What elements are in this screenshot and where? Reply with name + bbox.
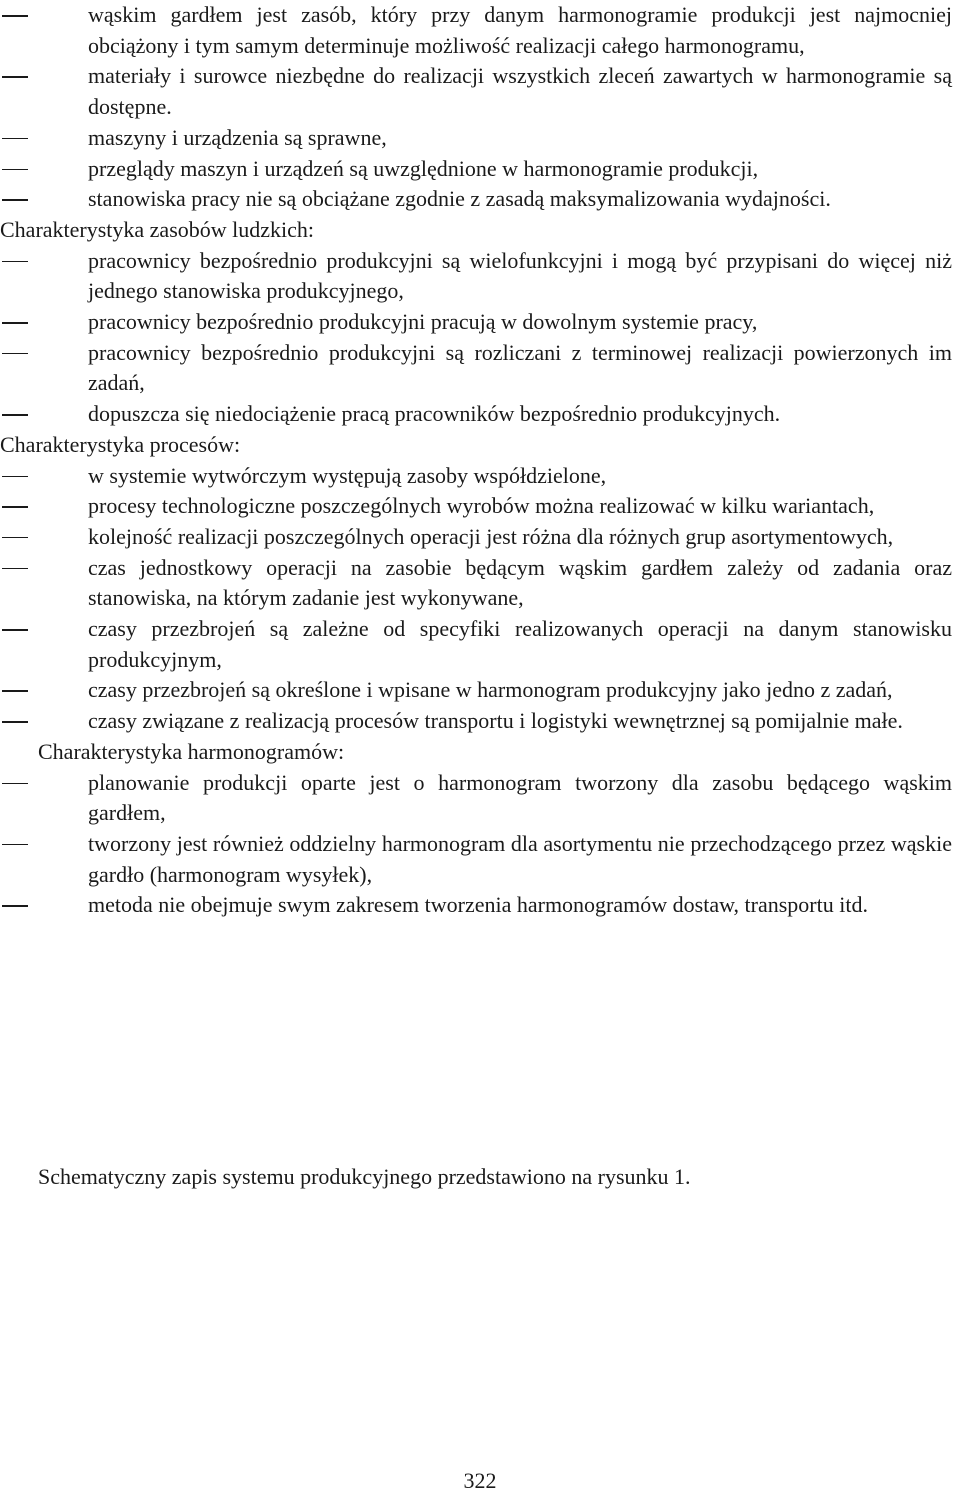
list-item-text: stanowiska pracy nie są obciążane zgodnie z zasadą maksymalizowania wydajności. [88, 186, 831, 212]
list-item-text: czasy związane z realizacją procesów transportu i logistyki wewnętrznej są pomijalnie małe. [88, 708, 903, 734]
list-item [0, 154, 956, 185]
list-item-text: pracownicy bezpośrednio produkcyjni pracują w dowolnym systemie pracy, [88, 309, 758, 335]
section-heading-schedules: Charakterystyka harmonogramów: [38, 738, 345, 764]
list-item [0, 768, 956, 829]
list-item-text: dopuszcza się niedociążenie pracą pracowników bezpośrednio produkcyjnych. [88, 401, 781, 427]
page-number: 322 [463, 1468, 497, 1493]
list-item [0, 123, 956, 154]
list-item-text: procesy technologiczne poszczególnych wyrobów można realizować w kilku wariantach, [88, 493, 875, 519]
assets-list [0, 0, 956, 215]
list-item [0, 0, 956, 61]
section-heading-processes: Charakterystyka procesów: [0, 431, 241, 457]
list-item-text: tworzony jest również oddzielny harmonogram dla asortymentu nie przechodzącego przez wąskie gardło (harmonogram wysyłek), [88, 830, 952, 887]
list-item [0, 491, 956, 522]
list-item-text: czasy przezbrojeń są określone i wpisane w harmonogram produkcyjny jako jedno z zadań, [88, 677, 893, 703]
list-item [0, 553, 956, 614]
list-item [0, 307, 956, 338]
list-item [0, 675, 956, 706]
list-item-text: metoda nie obejmuje swym zakresem tworzenia harmonogramów dostaw, transportu itd. [88, 892, 868, 918]
schedules-list [0, 768, 956, 922]
list-item-text: pracownicy bezpośrednio produkcyjni są rozliczani z terminowej realizacji powierzonych im zadań, [88, 339, 952, 396]
list-item [0, 399, 956, 430]
list-item [0, 338, 956, 399]
list-item-text: wąskim gardłem jest zasób, który przy danym harmonogramie produkcji jest najmocniej obciążony i tym samym determinuje możliwość realizacji całego harmonogramu, [88, 2, 952, 58]
list-item [0, 829, 956, 890]
list-item-text: maszyny i urządzenia są sprawne, [88, 124, 387, 150]
list-item [0, 61, 956, 122]
list-item-text: kolejność realizacji poszczególnych operacji jest różna dla różnych grup asortymentowych, [88, 523, 894, 549]
list-item [0, 522, 956, 553]
list-item [0, 614, 956, 675]
list-item [0, 461, 956, 492]
list-item [0, 706, 956, 737]
list-item-text: czas jednostkowy operacji na zasobie będącym wąskim gardłem zależy od zadania oraz stanowiska, na którym zadanie jest wykonywane, [88, 554, 952, 611]
people-list [0, 246, 956, 430]
list-item-text: pracownicy bezpośrednio produkcyjni są wielofunkcyjni i mogą być przypisani do więcej niż jednego stanowiska produkcyjnego, [88, 247, 952, 304]
list-item-text: czasy przezbrojeń są zależne od specyfiki realizowanych operacji na danym stanowisku produkcyjnym, [88, 616, 952, 672]
list-item-text: przeglądy maszyn i urządzeń są uwzględnione w harmonogramie produkcji, [88, 155, 759, 181]
list-item-text: planowanie produkcji oparte jest o harmonogram tworzony dla zasobu będącego wąskim gardłem, [88, 769, 952, 826]
list-item [0, 890, 956, 921]
list-item-text: materiały i surowce niezbędne do realizacji wszystkich zleceń zawartych w harmonogramie są dostępne. [88, 63, 952, 120]
closing-note: Schematyczny zapis systemu produkcyjnego przedstawiono na rysunku 1. [38, 1164, 691, 1189]
list-item [0, 184, 956, 215]
section-heading-people: Charakterystyka zasobów ludzkich: [0, 216, 315, 242]
list-item [0, 246, 956, 307]
list-item-text: w systemie wytwórczym występują zasoby współdzielone, [88, 462, 607, 488]
processes-list [0, 461, 956, 737]
